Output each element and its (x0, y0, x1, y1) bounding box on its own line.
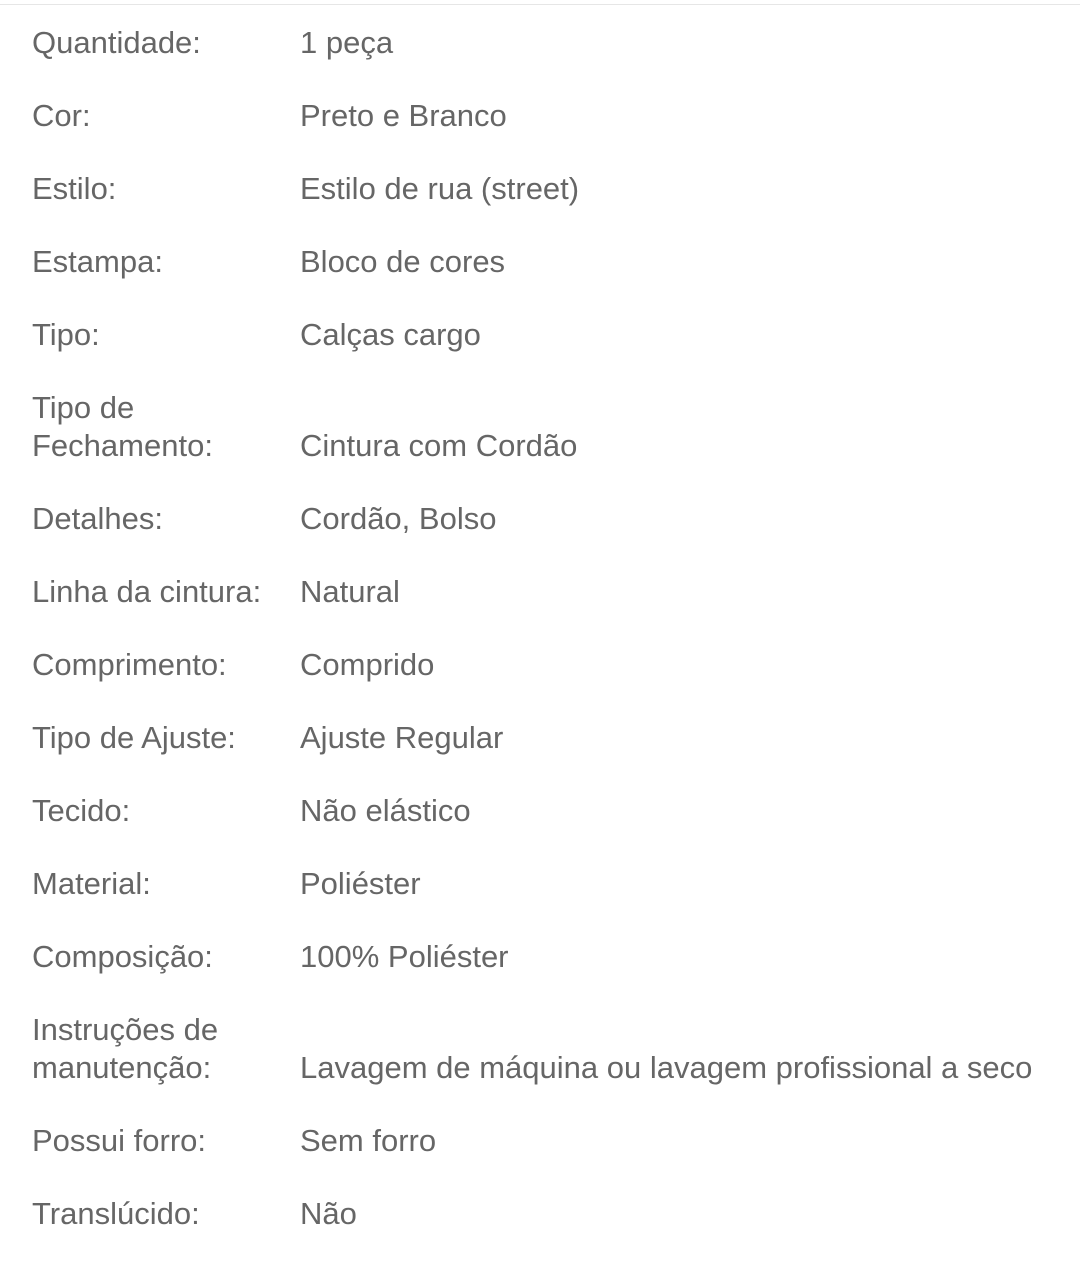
spec-row-cor (32, 97, 1042, 135)
spec-label: Material: (32, 866, 151, 901)
spec-label: Quantidade: (32, 25, 201, 60)
spec-row-tipo (32, 316, 1042, 354)
spec-row-quantidade (32, 24, 1042, 62)
spec-row-detalhes (32, 500, 1042, 538)
top-divider (0, 4, 1080, 5)
spec-label: Linha da cintura: (32, 574, 262, 609)
spec-label: Tipo: (32, 317, 100, 352)
spec-label: Translúcido: (32, 1196, 200, 1231)
spec-label: Estilo: (32, 171, 117, 206)
spec-value: Cintura com Cordão (300, 428, 578, 463)
spec-value: Comprido (300, 647, 435, 682)
spec-row-estampa (32, 243, 1042, 281)
spec-value: Poliéster (300, 866, 421, 901)
spec-value: Lavagem de máquina ou lavagem profissional a seco (300, 1050, 1033, 1085)
spec-value: Sem forro (300, 1123, 437, 1158)
spec-row-comprimento (32, 646, 1042, 684)
spec-row-tipo-de-ajuste (32, 719, 1042, 757)
spec-value: Preto e Branco (300, 98, 507, 133)
spec-value: 100% Poliéster (300, 939, 509, 974)
spec-row-translucido (32, 1195, 1042, 1233)
spec-label: Cor: (32, 98, 91, 133)
spec-label: Comprimento: (32, 647, 227, 682)
spec-label: Composição: (32, 939, 213, 974)
spec-value: 1 peça (300, 25, 394, 60)
spec-value: Não (300, 1196, 357, 1231)
spec-value: Ajuste Regular (300, 720, 504, 755)
spec-label: Instruções de manutenção: (32, 1012, 219, 1085)
spec-value: Estilo de rua (street) (300, 171, 580, 206)
spec-row-tecido (32, 792, 1042, 830)
product-specs-list (32, 24, 1042, 1268)
spec-label: Estampa: (32, 244, 163, 279)
spec-label: Tipo de Fechamento: (32, 390, 213, 463)
spec-row-instrucoes-de-manutencao (32, 1011, 1042, 1087)
spec-row-estilo (32, 170, 1042, 208)
spec-label: Detalhes: (32, 501, 163, 536)
spec-label: Possui forro: (32, 1123, 207, 1158)
spec-row-tipo-de-fechamento (32, 389, 1042, 465)
spec-value: Natural (300, 574, 400, 609)
spec-value: Não elástico (300, 793, 471, 828)
spec-row-possui-forro (32, 1122, 1042, 1160)
spec-value: Bloco de cores (300, 244, 506, 279)
spec-value: Calças cargo (300, 317, 481, 352)
spec-row-linha-da-cintura (32, 573, 1042, 611)
spec-label: Tecido: (32, 793, 131, 828)
spec-row-material (32, 865, 1042, 903)
spec-value: Cordão, Bolso (300, 501, 497, 536)
spec-row-composicao (32, 938, 1042, 976)
spec-label: Tipo de Ajuste: (32, 720, 236, 755)
